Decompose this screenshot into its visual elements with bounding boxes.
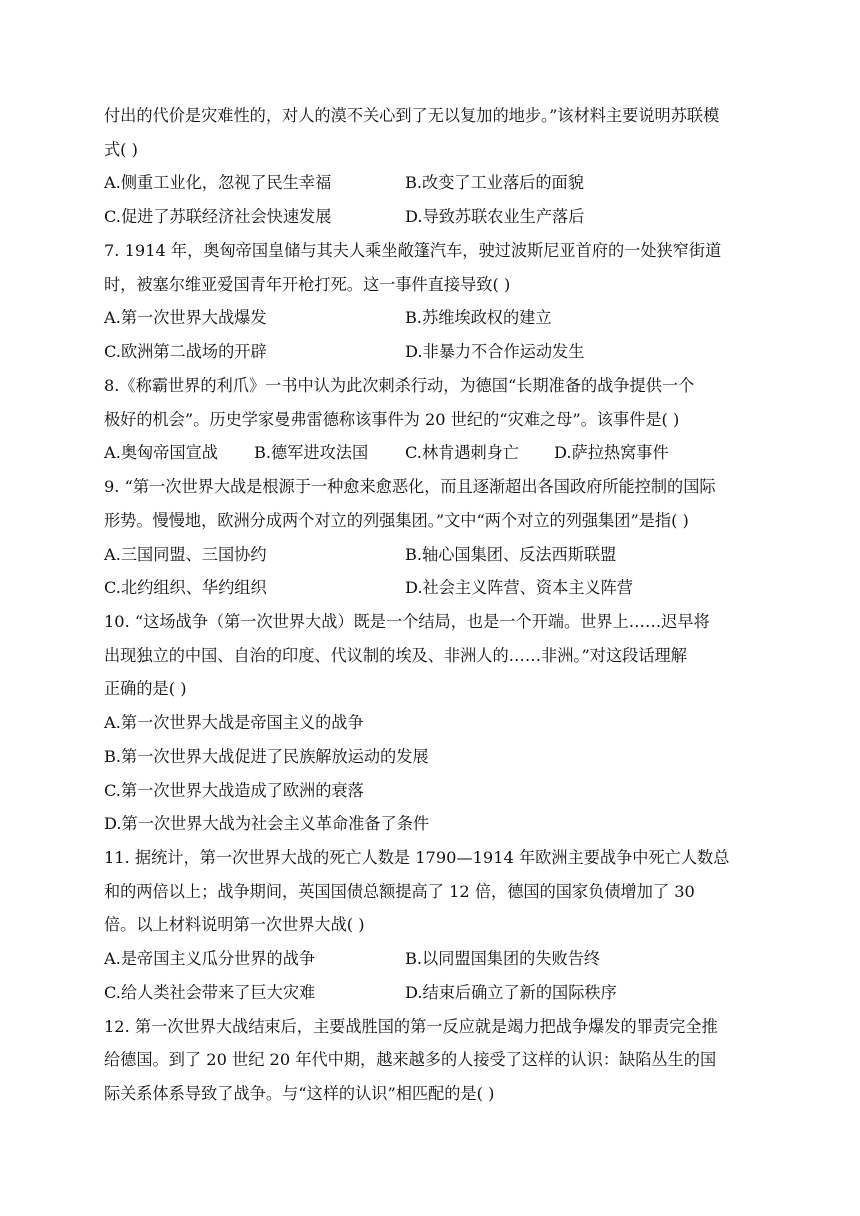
q7-option-a: A.第一次世界大战爆发 bbox=[104, 308, 267, 327]
q10-option-a: A.第一次世界大战是帝国主义的战争 bbox=[104, 713, 364, 732]
q11-stem-line-2: 和的两倍以上；战争期间，英国国债总额提高了 12 倍，德国的国家负债增加了 30 bbox=[104, 882, 695, 901]
q9-option-row-2 bbox=[104, 578, 633, 598]
q8-option-d: D.萨拉热窝事件 bbox=[554, 443, 669, 462]
q6-option-c: C.促进了苏联经济社会快速发展 bbox=[104, 207, 332, 226]
q10-option-c: C.第一次世界大战造成了欧洲的衰落 bbox=[104, 781, 364, 800]
q11-stem-line-1: 11. 据统计，第一次世界大战的死亡人数是 1790—1914 年欧洲主要战争中死亡人数总 bbox=[104, 848, 730, 867]
q9-stem-line-1: 9. “第一次世界大战是根源于一种愈来愈恶化，而且逐渐超出各国政府所能控制的国际 bbox=[104, 477, 716, 496]
q6-option-row-2 bbox=[104, 207, 585, 227]
q6-option-a: A.侧重工业化，忽视了民生幸福 bbox=[104, 173, 332, 192]
q11-option-row-1 bbox=[104, 949, 601, 969]
q11-option-d: D.结束后确立了新的国际秩序 bbox=[405, 983, 617, 1002]
q10-option-b: B.第一次世界大战促进了民族解放运动的发展 bbox=[104, 747, 429, 766]
q6-option-row-1 bbox=[104, 173, 584, 193]
q10-stem-line-2: 出现独立的中国、自治的印度、代议制的埃及、非洲人的……非洲。”对这段话理解 bbox=[104, 646, 687, 665]
q8-option-row bbox=[104, 443, 669, 463]
q9-option-d: D.社会主义阵营、资本主义阵营 bbox=[405, 578, 633, 597]
q9-option-a: A.三国同盟、三国协约 bbox=[104, 545, 267, 564]
q8-option-b: B.德军进攻法国 bbox=[254, 443, 369, 462]
q7-stem-line-1: 7. 1914 年，奥匈帝国皇储与其夫人乘坐敞篷汽车，驶过波斯尼亚首府的一处狭窄街道 bbox=[104, 241, 722, 260]
q8-option-c: C.林肯遇刺身亡 bbox=[405, 443, 520, 462]
q8-stem-line-2: 极好的机会”。历史学家曼弗雷德称该事件为 20 世纪的“灾难之母”。该事件是( ) bbox=[104, 410, 680, 429]
q12-stem-line-2: 给德国。到了 20 世纪 20 年代中期，越来越多的人接受了这样的认识：缺陷丛生的国 bbox=[104, 1050, 717, 1069]
q11-option-row-2 bbox=[104, 983, 617, 1003]
q7-stem-line-2: 时，被塞尔维亚爱国青年开枪打死。这一事件直接导致( ) bbox=[104, 275, 511, 294]
q10-option-d: D.第一次世界大战为社会主义革命准备了条件 bbox=[104, 814, 430, 833]
q11-option-a: A.是帝国主义瓜分世界的战争 bbox=[104, 949, 316, 968]
q11-stem-line-3: 倍。以上材料说明第一次世界大战( ) bbox=[104, 915, 365, 934]
q8-option-a: A.奥匈帝国宣战 bbox=[104, 443, 218, 462]
q12-stem-line-3: 际关系体系导致了战争。与“这样的认识”相匹配的是( ) bbox=[104, 1084, 495, 1103]
q6-stem-line-2: 式( ) bbox=[104, 140, 138, 159]
q10-stem-line-3: 正确的是( ) bbox=[104, 679, 187, 698]
q7-option-b: B.苏维埃政权的建立 bbox=[405, 308, 552, 327]
q10-stem-line-1: 10. “这场战争（第一次世界大战）既是一个结局，也是一个开端。世界上……迟早将 bbox=[104, 612, 710, 631]
q7-option-c: C.欧洲第二战场的开辟 bbox=[104, 342, 267, 361]
q7-option-d: D.非暴力不合作运动发生 bbox=[405, 342, 585, 361]
q6-option-d: D.导致苏联农业生产落后 bbox=[405, 207, 585, 226]
q9-option-c: C.北约组织、华约组织 bbox=[104, 578, 267, 597]
q9-option-row-1 bbox=[104, 545, 617, 565]
q11-option-c: C.给人类社会带来了巨大灾难 bbox=[104, 983, 316, 1002]
q11-option-b: B.以同盟国集团的失败告终 bbox=[405, 949, 601, 968]
q6-stem-line-1: 付出的代价是灾难性的，对人的漠不关心到了无以复加的地步。”该材料主要说明苏联模 bbox=[104, 106, 720, 125]
q9-stem-line-2: 形势。慢慢地，欧洲分成两个对立的列强集团。”文中“两个对立的列强集团”是指( ) bbox=[104, 511, 689, 530]
q7-option-row-1 bbox=[104, 308, 552, 328]
q6-option-b: B.改变了工业落后的面貌 bbox=[405, 173, 584, 192]
q8-stem-line-1: 8.《称霸世界的利爪》一书中认为此次刺杀行动，为德国“长期准备的战争提供一个 bbox=[104, 376, 695, 395]
q9-option-b: B.轴心国集团、反法西斯联盟 bbox=[405, 545, 617, 564]
q7-option-row-2 bbox=[104, 342, 585, 362]
q12-stem-line-1: 12. 第一次世界大战结束后，主要战胜国的第一反应就是竭力把战争爆发的罪责完全推 bbox=[104, 1017, 718, 1036]
